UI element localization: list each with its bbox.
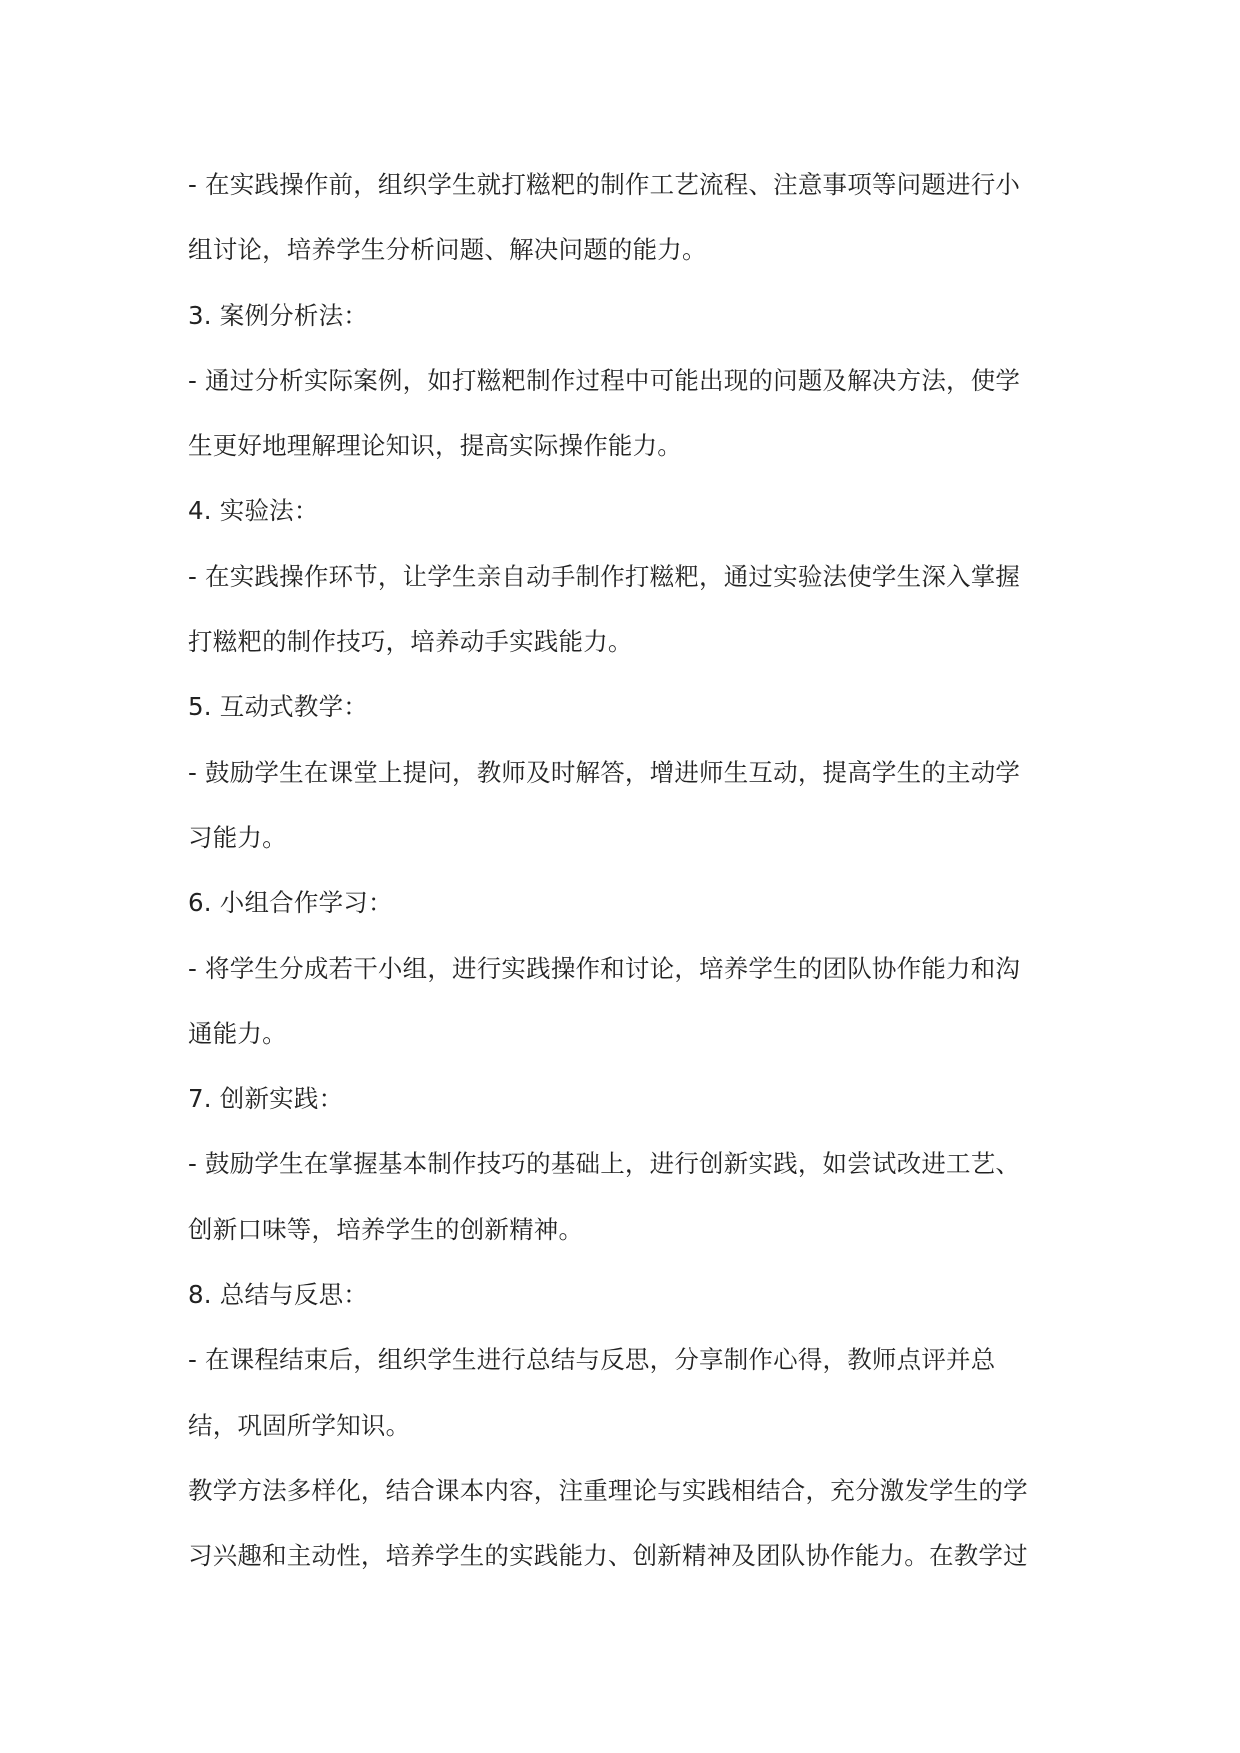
section-heading: 6. 小组合作学习： xyxy=(188,888,393,918)
section-heading: 3. 案例分析法： xyxy=(188,300,368,330)
text-line: 生更好地理解理论知识，提高实际操作能力。 xyxy=(188,431,682,461)
text-line: - 在实践操作前，组织学生就打糍粑的制作工艺流程、注意事项等问题进行小 xyxy=(188,170,1021,199)
section-heading: 7. 创新实践： xyxy=(188,1084,344,1114)
document-body xyxy=(188,152,1048,1589)
text-line: - 通过分析实际案例，如打糍粑制作过程中可能出现的问题及解决方法，使学 xyxy=(188,365,1021,395)
text-line: - 在课程结束后，组织学生进行总结与反思，分享制作心得，教师点评并总 xyxy=(188,1345,996,1375)
text-line: - 鼓励学生在课堂上提问，教师及时解答，增进师生互动，提高学生的主动学 xyxy=(188,757,1021,787)
section-heading: 5. 互动式教学： xyxy=(188,692,368,722)
text-line: - 将学生分成若干小组，进行实践操作和讨论，培养学生的团队协作能力和沟 xyxy=(188,953,1021,983)
text-line: 创新口味等，培养学生的创新精神。 xyxy=(188,1214,584,1244)
text-line: 习能力。 xyxy=(188,822,287,852)
text-line: 结，巩固所学知识。 xyxy=(188,1410,411,1440)
text-line: - 鼓励学生在掌握基本制作技巧的基础上，进行创新实践，如尝试改进工艺、 xyxy=(188,1149,1021,1179)
summary-line: 教学方法多样化，结合课本内容，注重理论与实践相结合，充分激发学生的学 xyxy=(188,1475,1028,1505)
text-line: 组讨论，培养学生分析问题、解决问题的能力。 xyxy=(188,235,707,265)
section-heading: 8. 总结与反思： xyxy=(188,1280,368,1310)
section-heading: 4. 实验法： xyxy=(188,496,319,526)
text-line: 通能力。 xyxy=(188,1018,287,1048)
text-line: - 在实践操作环节，让学生亲自动手制作打糍粑，通过实验法使学生深入掌握 xyxy=(188,561,1021,591)
summary-line: 习兴趣和主动性，培养学生的实践能力、创新精神及团队协作能力。在教学过 xyxy=(188,1541,1028,1571)
text-line: 打糍粑的制作技巧，培养动手实践能力。 xyxy=(188,627,633,657)
